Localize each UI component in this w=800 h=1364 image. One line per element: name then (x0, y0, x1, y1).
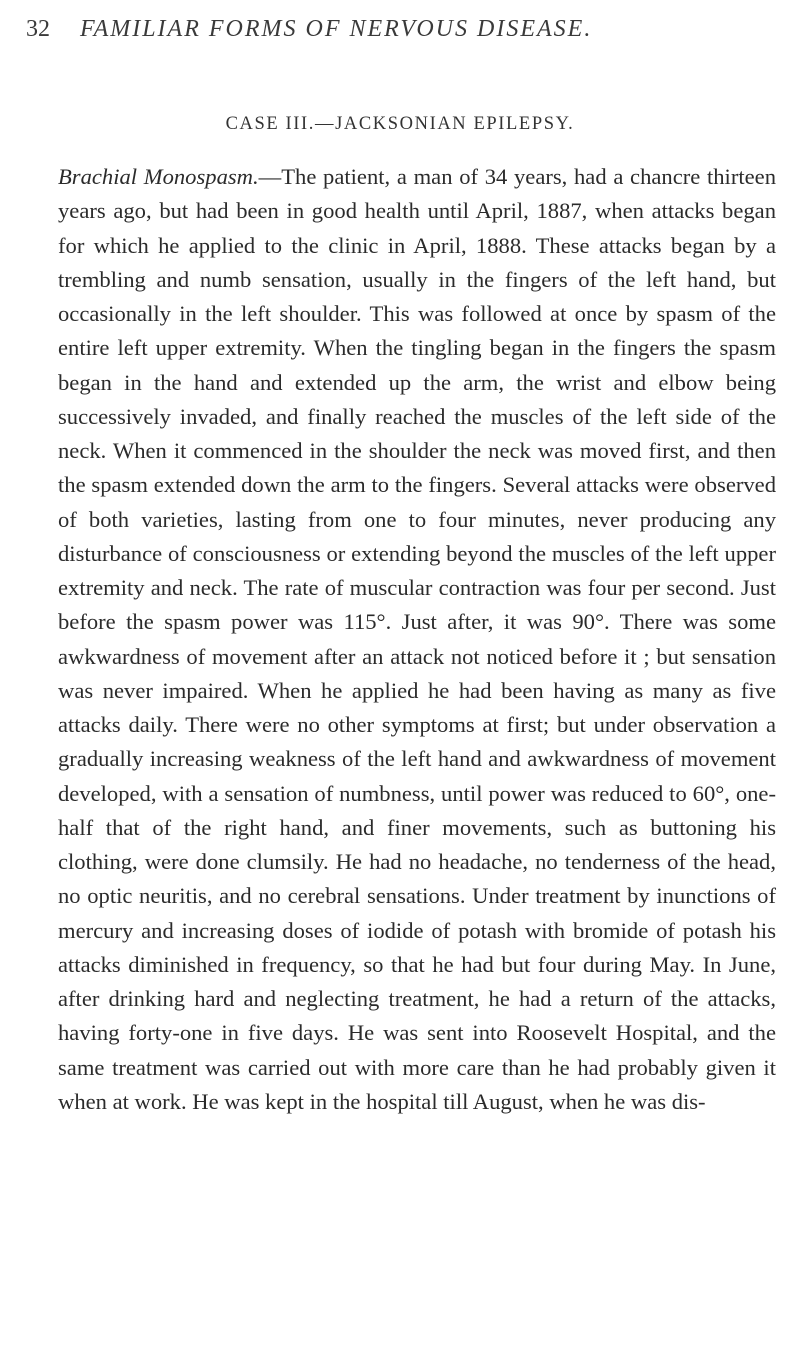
case-paragraph-text: —The patient, a man of 34 years, had a chancre thirteen years ago, but had been in good health until April, 1887, when attacks began for which he applied to the clinic in April, 1888. These attacks began by a trembling and numb sensation, usually in the fingers of the left hand, but occasionally in the left shoulder. This was followed at once by spasm of the entire left upper extremity. When the tingling began in the fingers the spasm began in the hand and extended up the arm, the wrist and elbow being successively invaded, and finally reached the muscles of the left side of the neck. When it commenced in the shoulder the neck was moved first, and then the spasm extended down the arm to the fingers. Several attacks were observed of both varieties, lasting from one to four minutes, never producing any disturbance of consciousness or extending beyond the muscles of the left upper extremity and neck. The rate of muscular contraction was four per second. Just before the spasm power was 115°. Just after, it was 90°. There was some awkwardness of movement after an attack not noticed before it ; but sensation was never impaired. When he applied he had been having as many as five attacks daily. There were no other symptoms at first; but under observation a gradually increasing weakness of the left hand and awkwardness of movement developed, with a sensation of numbness, until power was reduced to 60°, one-half that of the right hand, and finer movements, such as buttoning his clothing, were done clumsily. He had no headache, no tenderness of the head, no optic neuritis, and no cerebral sensations. Under treatment by inunctions of mercury and increasing doses of iodide of potash with bromide of potash his attacks diminished in frequency, so that he had but four during May. In June, after drinking hard and neglecting treatment, he had a return of the attacks, having forty-one in five days. He was sent into Roosevelt Hospital, and the same treatment was carried out with more care than he had probably given it when at work. He was kept in the hospital till August, when he was dis- (58, 164, 776, 1114)
case-lead-in: Brachial Monospasm. (58, 164, 259, 189)
case-heading: CASE III.—JACKSONIAN EPILEPSY. (225, 114, 575, 134)
case-paragraph (58, 160, 776, 1119)
case-body (58, 160, 776, 1119)
running-title: FAMILIAR FORMS OF NERVOUS DISEASE. (80, 16, 593, 42)
running-head (26, 16, 786, 52)
page-number: 32 (26, 16, 50, 42)
